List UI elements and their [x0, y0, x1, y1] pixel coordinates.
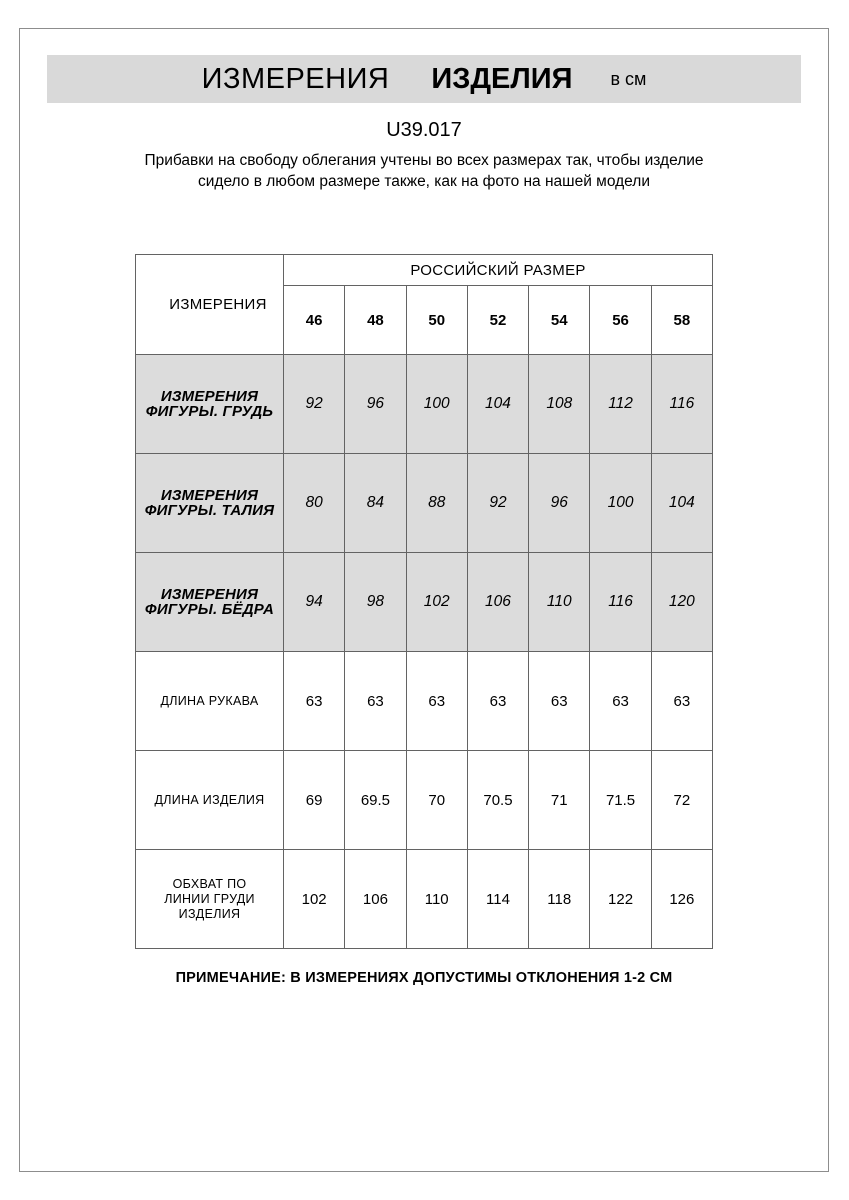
- size-header-46: 46: [284, 286, 345, 355]
- row-label-hips: [136, 553, 284, 652]
- cell-length-54: 71: [529, 751, 590, 850]
- cell-waist-54: 96: [529, 454, 590, 553]
- size-table-head: [136, 255, 713, 355]
- cell-bust-52: 104: [467, 355, 528, 454]
- cell-waist-48: 84: [345, 454, 406, 553]
- row-label-waist: [136, 454, 284, 553]
- cell-sleeve-54: 63: [529, 652, 590, 751]
- cell-waist-52: 92: [467, 454, 528, 553]
- cell-bust-50: 100: [406, 355, 467, 454]
- size-header-52: 52: [467, 286, 528, 355]
- page-title-measurements: ИЗМЕРЕНИЯ: [201, 62, 390, 95]
- cell-sleeve-46: 63: [284, 652, 345, 751]
- cell-chest-52: 114: [467, 850, 528, 949]
- row-label-product-length: ДЛИНА ИЗДЕЛИЯ: [136, 751, 284, 850]
- row-label-line1: ИЗМЕРЕНИЯ: [160, 388, 259, 405]
- page-title-product: ИЗДЕЛИЯ: [431, 62, 573, 95]
- cell-bust-54: 108: [529, 355, 590, 454]
- size-header-58: 58: [651, 286, 712, 355]
- cell-length-50: 70: [406, 751, 467, 850]
- cell-hips-58: 120: [651, 553, 712, 652]
- table-row: [136, 751, 713, 850]
- row-label-line2: ФИГУРЫ. ТАЛИЯ: [144, 502, 275, 519]
- cell-length-48: 69.5: [345, 751, 406, 850]
- row-label-line3: ИЗДЕЛИЯ: [178, 906, 241, 921]
- row-label-sleeve-length: ДЛИНА РУКАВА: [136, 652, 284, 751]
- table-row: [136, 454, 713, 553]
- cell-hips-46: 94: [284, 553, 345, 652]
- cell-waist-46: 80: [284, 454, 345, 553]
- cell-bust-48: 96: [345, 355, 406, 454]
- row-label-line2: ФИГУРЫ. БЁДРА: [144, 601, 275, 618]
- cell-chest-58: 126: [651, 850, 712, 949]
- cell-chest-48: 106: [345, 850, 406, 949]
- row-label-bust: [136, 355, 284, 454]
- cell-chest-54: 118: [529, 850, 590, 949]
- cell-hips-50: 102: [406, 553, 467, 652]
- column-header-russian-size: РОССИЙСКИЙ РАЗМЕР: [284, 255, 713, 286]
- cell-sleeve-58: 63: [651, 652, 712, 751]
- row-label-line1: ОБХВАТ ПО: [172, 876, 247, 891]
- size-header-50: 50: [406, 286, 467, 355]
- cell-chest-56: 122: [590, 850, 651, 949]
- page-title-band: [47, 55, 801, 103]
- table-row: [136, 652, 713, 751]
- row-label-line1: ИЗМЕРЕНИЯ: [160, 586, 259, 603]
- size-table-body: [136, 355, 713, 949]
- column-header-measurements: ИЗМЕРЕНИЯ: [136, 255, 284, 355]
- row-label-chest-circumference: [136, 850, 284, 949]
- cell-bust-56: 112: [590, 355, 651, 454]
- table-row: [136, 355, 713, 454]
- cell-sleeve-52: 63: [467, 652, 528, 751]
- cell-hips-52: 106: [467, 553, 528, 652]
- article-code: U39.017: [386, 119, 462, 141]
- cell-length-58: 72: [651, 751, 712, 850]
- cell-waist-56: 100: [590, 454, 651, 553]
- size-table: [135, 254, 713, 949]
- cell-bust-58: 116: [651, 355, 712, 454]
- cell-length-56: 71.5: [590, 751, 651, 850]
- cell-bust-46: 92: [284, 355, 345, 454]
- table-row: [136, 553, 713, 652]
- cell-waist-50: 88: [406, 454, 467, 553]
- cell-sleeve-50: 63: [406, 652, 467, 751]
- table-group-header-row: [136, 255, 713, 286]
- cell-length-52: 70.5: [467, 751, 528, 850]
- row-label-line2: ЛИНИИ ГРУДИ: [164, 891, 255, 906]
- cell-hips-54: 110: [529, 553, 590, 652]
- cell-sleeve-48: 63: [345, 652, 406, 751]
- cell-chest-50: 110: [406, 850, 467, 949]
- cell-hips-56: 116: [590, 553, 651, 652]
- fit-description: Прибавки на свободу облегания учтены во всех размерах так, чтобы изделие сидело в любом размере также, как на фото на нашей модели: [144, 152, 704, 190]
- row-label-line1: ИЗМЕРЕНИЯ: [160, 487, 259, 504]
- measurement-tolerance-note: ПРИМЕЧАНИЕ: В ИЗМЕРЕНИЯХ ДОПУСТИМЫ ОТКЛОНЕНИЯ 1-2 СМ: [175, 970, 673, 986]
- row-label-line2: ФИГУРЫ. ГРУДЬ: [145, 403, 274, 420]
- size-table-container: [19, 254, 829, 949]
- cell-sleeve-56: 63: [590, 652, 651, 751]
- table-row: [136, 850, 713, 949]
- page-title-units: в см: [610, 68, 647, 89]
- size-header-56: 56: [590, 286, 651, 355]
- cell-chest-46: 102: [284, 850, 345, 949]
- cell-waist-58: 104: [651, 454, 712, 553]
- cell-hips-48: 98: [345, 553, 406, 652]
- cell-length-46: 69: [284, 751, 345, 850]
- size-header-54: 54: [529, 286, 590, 355]
- page-content: [19, 28, 829, 986]
- size-header-48: 48: [345, 286, 406, 355]
